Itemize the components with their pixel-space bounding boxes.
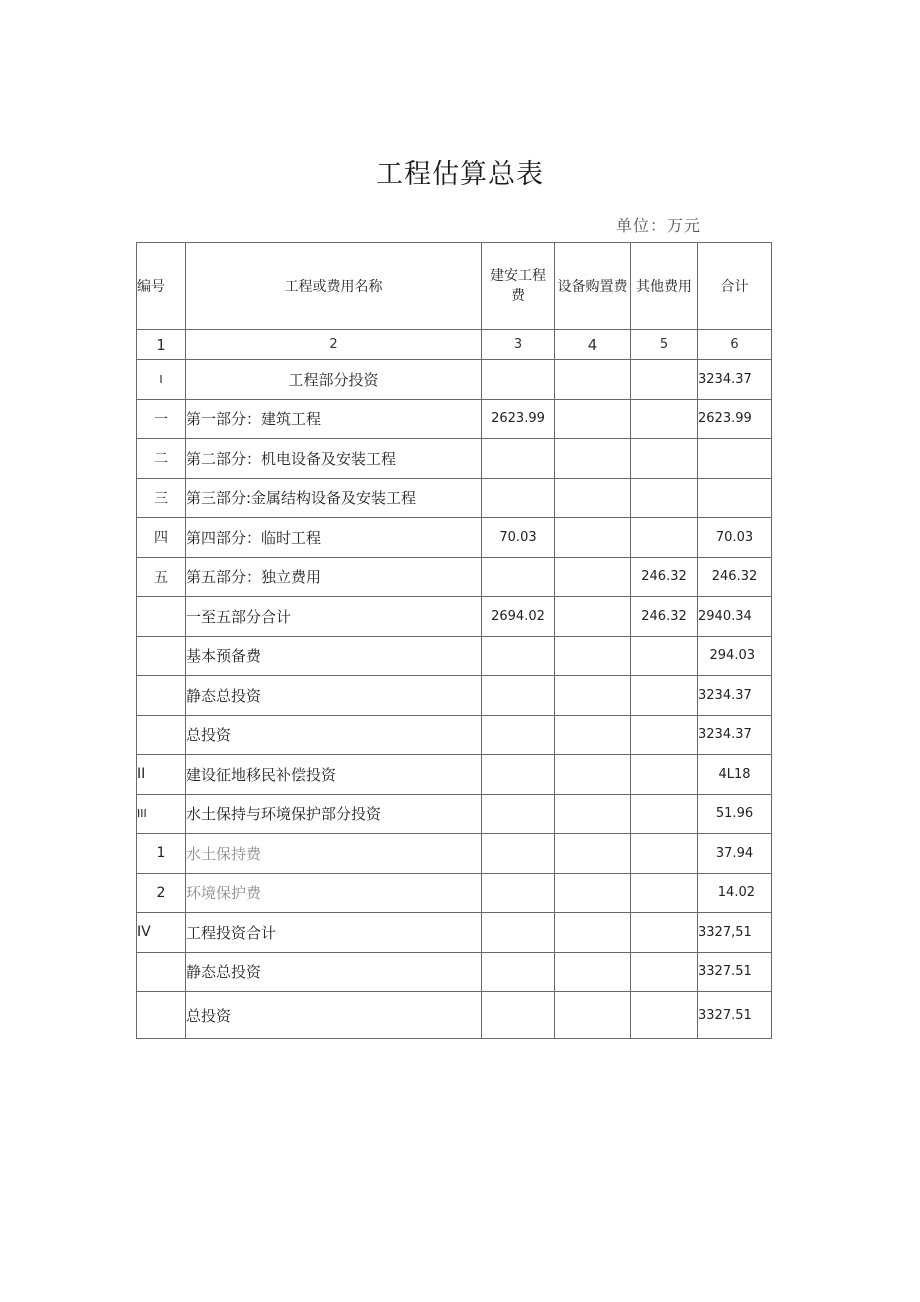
- row-code: [137, 597, 186, 637]
- table-row: [137, 636, 772, 676]
- table-row: [137, 597, 772, 637]
- table-row: [137, 755, 772, 795]
- row-equipment: [555, 557, 631, 597]
- index-cell: 3: [482, 330, 555, 360]
- row-other: [631, 873, 698, 913]
- row-code: 一: [137, 399, 186, 439]
- row-equipment: [555, 597, 631, 637]
- row-name: 建设征地移民补偿投资: [186, 755, 482, 795]
- row-equipment: [555, 794, 631, 834]
- row-equipment: [555, 873, 631, 913]
- row-other: [631, 834, 698, 874]
- row-code: 三: [137, 478, 186, 518]
- row-total: 3234.37: [698, 715, 772, 755]
- row-equipment: [555, 360, 631, 400]
- row-construction: 2694.02: [482, 597, 555, 637]
- row-construction: [482, 636, 555, 676]
- row-other: [631, 794, 698, 834]
- row-construction: [482, 992, 555, 1039]
- row-construction: 70.03: [482, 518, 555, 558]
- row-construction: [482, 715, 555, 755]
- index-row: [137, 330, 772, 360]
- index-cell: 6: [698, 330, 772, 360]
- table-row: [137, 794, 772, 834]
- row-total: 2940.34: [698, 597, 772, 637]
- table-row: [137, 913, 772, 953]
- row-construction: [482, 478, 555, 518]
- row-total: 294.03: [698, 636, 772, 676]
- row-equipment: [555, 715, 631, 755]
- row-equipment: [555, 636, 631, 676]
- row-construction: [482, 676, 555, 716]
- row-total: [698, 478, 772, 518]
- row-code: [137, 715, 186, 755]
- row-name: 基本预备费: [186, 636, 482, 676]
- unit-label: 单位：万元: [616, 216, 702, 235]
- table-row: [137, 676, 772, 716]
- table-row: [137, 360, 772, 400]
- row-equipment: [555, 755, 631, 795]
- row-name: 第四部分：临时工程: [186, 518, 482, 558]
- row-code: 2: [137, 873, 186, 913]
- table-row: [137, 439, 772, 479]
- row-total: 246.32: [698, 557, 772, 597]
- row-total: 3327.51: [698, 952, 772, 992]
- row-code: [137, 992, 186, 1039]
- header-total: 合计: [698, 243, 772, 330]
- row-other: [631, 992, 698, 1039]
- row-equipment: [555, 913, 631, 953]
- row-construction: 2623.99: [482, 399, 555, 439]
- row-other: [631, 518, 698, 558]
- row-name: 水土保持费: [186, 834, 482, 874]
- row-code: IV: [137, 913, 186, 953]
- table-row: [137, 873, 772, 913]
- row-name: 第三部分:金属结构设备及安装工程: [186, 478, 482, 518]
- header-name: 工程或费用名称: [186, 243, 482, 330]
- row-name: 第一部分：建筑工程: [186, 399, 482, 439]
- row-construction: [482, 557, 555, 597]
- row-equipment: [555, 518, 631, 558]
- row-total: 3234.37: [698, 360, 772, 400]
- row-other: [631, 360, 698, 400]
- row-other: [631, 913, 698, 953]
- row-total: [698, 439, 772, 479]
- index-cell: 1: [137, 330, 186, 360]
- index-cell: 4: [555, 330, 631, 360]
- row-construction: [482, 952, 555, 992]
- row-equipment: [555, 478, 631, 518]
- row-construction: [482, 834, 555, 874]
- row-name: 第二部分：机电设备及安装工程: [186, 439, 482, 479]
- table-row: [137, 715, 772, 755]
- row-other: [631, 478, 698, 518]
- row-total: 3327.51: [698, 992, 772, 1039]
- row-name: 水土保持与环境保护部分投资: [186, 794, 482, 834]
- row-construction: [482, 794, 555, 834]
- table-row: [137, 557, 772, 597]
- row-total: 3327,51: [698, 913, 772, 953]
- table-row: [137, 399, 772, 439]
- row-equipment: [555, 834, 631, 874]
- row-other: [631, 399, 698, 439]
- row-name: 静态总投资: [186, 952, 482, 992]
- row-total: 51.96: [698, 794, 772, 834]
- estimate-table: [136, 242, 772, 1039]
- header-code: 编号: [137, 243, 186, 330]
- row-name: 环境保护费: [186, 873, 482, 913]
- row-name: 总投资: [186, 992, 482, 1039]
- table-row: [137, 478, 772, 518]
- index-cell: 5: [631, 330, 698, 360]
- row-code: 五: [137, 557, 186, 597]
- row-code: II: [137, 755, 186, 795]
- row-other: [631, 676, 698, 716]
- row-total: 14.02: [698, 873, 772, 913]
- row-code: 四: [137, 518, 186, 558]
- row-other: [631, 636, 698, 676]
- row-name: 静态总投资: [186, 676, 482, 716]
- row-construction: [482, 873, 555, 913]
- table-row: [137, 834, 772, 874]
- row-equipment: [555, 992, 631, 1039]
- row-other: 246.32: [631, 597, 698, 637]
- row-equipment: [555, 676, 631, 716]
- page-title: 工程估算总表: [376, 159, 544, 190]
- header-other: 其他费用: [631, 243, 698, 330]
- row-code: III: [137, 794, 186, 834]
- row-total: 37.94: [698, 834, 772, 874]
- row-other: [631, 952, 698, 992]
- row-total: 4L18: [698, 755, 772, 795]
- row-name: 总投资: [186, 715, 482, 755]
- row-construction: [482, 439, 555, 479]
- row-equipment: [555, 952, 631, 992]
- header-construction: 建安工程费: [482, 243, 555, 330]
- row-name: 工程投资合计: [186, 913, 482, 953]
- row-name: 一至五部分合计: [186, 597, 482, 637]
- header-row: [137, 243, 772, 330]
- row-name: 工程部分投资: [186, 360, 482, 400]
- row-other: [631, 755, 698, 795]
- row-construction: [482, 360, 555, 400]
- row-name: 第五部分：独立费用: [186, 557, 482, 597]
- row-equipment: [555, 399, 631, 439]
- row-code: 1: [137, 834, 186, 874]
- row-construction: [482, 913, 555, 953]
- table-row: [137, 992, 772, 1039]
- row-code: 二: [137, 439, 186, 479]
- row-code: I: [137, 360, 186, 400]
- row-code: [137, 952, 186, 992]
- row-construction: [482, 755, 555, 795]
- row-code: [137, 636, 186, 676]
- table-row: [137, 518, 772, 558]
- table-row: [137, 952, 772, 992]
- header-equipment: 设备购置费: [555, 243, 631, 330]
- row-code: [137, 676, 186, 716]
- row-other: [631, 715, 698, 755]
- index-cell: 2: [186, 330, 482, 360]
- row-total: 2623.99: [698, 399, 772, 439]
- row-total: 70.03: [698, 518, 772, 558]
- row-total: 3234.37: [698, 676, 772, 716]
- row-other: 246.32: [631, 557, 698, 597]
- row-equipment: [555, 439, 631, 479]
- row-other: [631, 439, 698, 479]
